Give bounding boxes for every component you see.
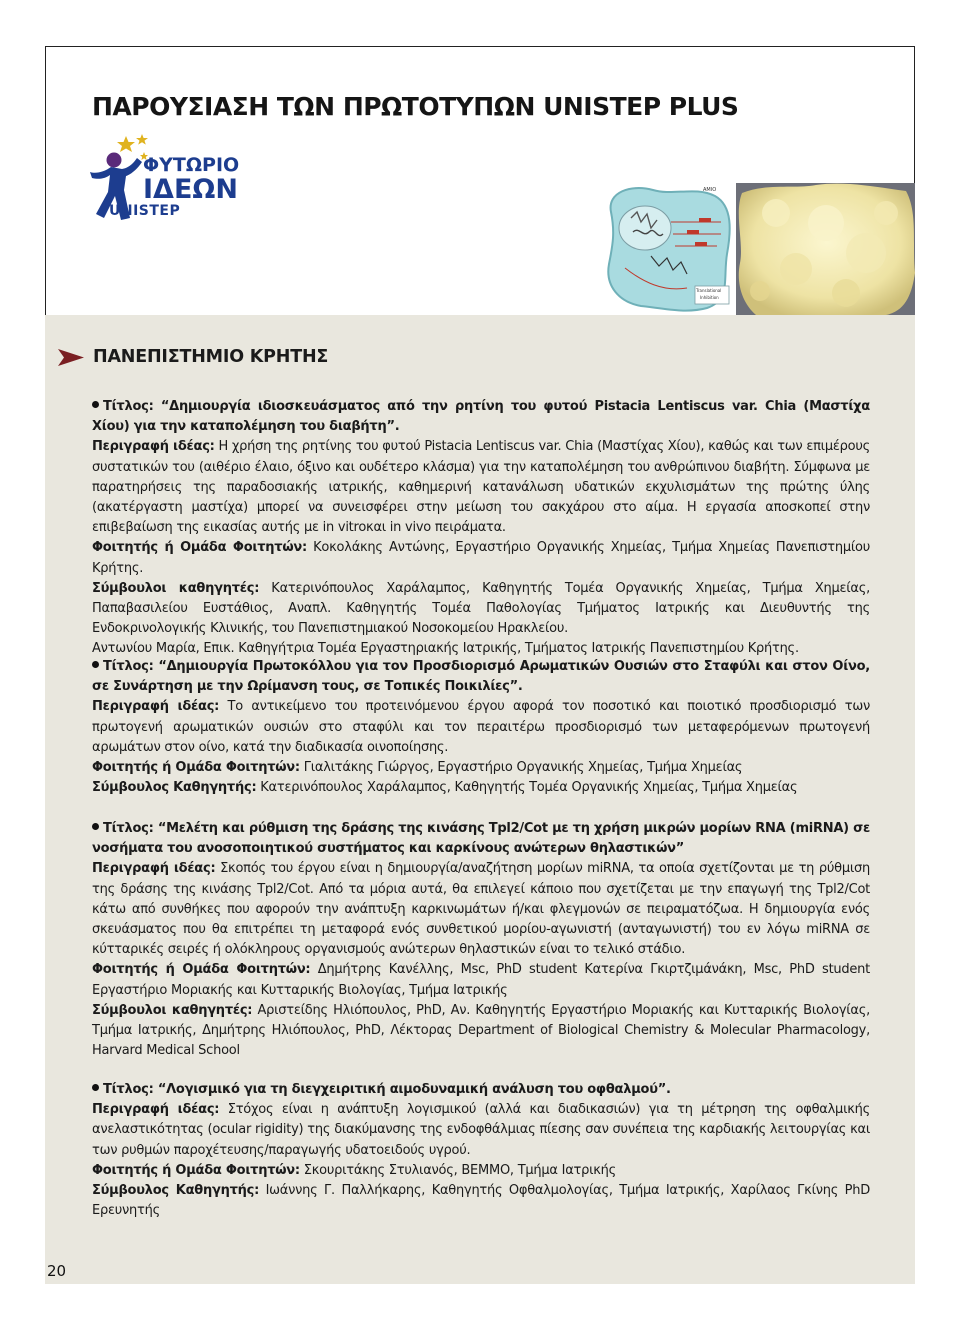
cell-label-amio: AMIO [703, 187, 717, 193]
project-4-title-label: Τίτλος: [103, 1082, 154, 1097]
project-3-title-label: Τίτλος: [103, 821, 154, 836]
project-3-desc-label: Περιγραφή ιδέας: [92, 861, 216, 877]
project-1-extra: Αντωνίου Μαρία, Επικ. Καθηγήτρια Τομέα Εργαστηριακής Ιατρικής, Τμήματος Ιατρικής Πανεπιστημίου Κρήτης. [92, 641, 799, 657]
project-3 [92, 819, 870, 1061]
cell-label-translational: Translational [696, 288, 722, 293]
bullet-icon [92, 661, 99, 668]
university-heading [58, 347, 758, 369]
project-1-advisor: Κατερινόπουλος Χαράλαμπος, Καθηγητής Τομέα Οργανικής Χημείας, Τμήμα Χημείας, Παπαβασιλείου Ευστάθιος, Αναπλ. Καθηγητής Τομέα Παθολογίας Τμήματος Ιατρικής και Διευθυντής της Ενδοκρινολογικής Κλινικής, του Πανεπιστημιακού Νοσοκομείου Ηρακλείου. [92, 580, 871, 637]
page-title: ΠΑΡΟΥΣΙΑΣΗ ΤΩΝ ΠΡΩΤΟΤΥΠΩΝ UNISTEP PLUS [92, 92, 739, 121]
project-3-advisor-label: Σύμβουλοι καθηγητές: [92, 1002, 253, 1018]
bullet-icon [92, 401, 99, 408]
project-1-title: “Δημιουργία ιδιοσκευάσματος από την ρητίνη του φυτού Pistacia Lentiscus var. Chia (Μαστίχα Χίου) για την καταπολέμηση του διαβήτη”. [92, 399, 870, 435]
mastic-resin-photo [736, 183, 915, 315]
project-2-student-label: Φοιτητής ή Ομάδα Φοιτητών: [92, 760, 300, 776]
project-1-title-label: Τίτλος: [103, 399, 154, 414]
project-4-student-label: Φοιτητής ή Ομάδα Φοιτητών: [92, 1162, 300, 1178]
university-name: ΠΑΝΕΠΙΣΤΗΜΙΟ ΚΡΗΤΗΣ [93, 347, 329, 367]
project-1-desc-label: Περιγραφή ιδέας: [92, 439, 215, 455]
cell-label-inhibition: Inhibition [700, 295, 719, 300]
project-4 [92, 1080, 870, 1221]
project-3-desc: Σκοπός του έργου είναι η δημιουργία/αναζήτηση μορίων miRNA, τα οποία σχετίζονται με τη ρύθμιση της δράσης της κινάσης Tpl2/Cot. Από τα μόρια αυτά, θα επιλεγεί κάποιο που σχετίζεται με την επαγωγή της Tpl2/Cot κάτω από συνθήκες που αφορούν την ανάπτυξη καρκινωμάτων ή/και φλεγμονών σε πειραματόζωα. Η δημιουργία ενός σκευάσματος που θα επιτρέπει τη μεταφορά ενός συνθετικού μορίου-αγωνιστή (ανταγωνιστή) του εν λόγω miRNA σε κύτταρικές σειρές ή ολόκληρους οργανισμούς ανώτερων θηλαστικών είναι το τελικό στάδιο. [92, 861, 870, 958]
project-2 [92, 657, 870, 798]
logo-line3: UNISTEP [109, 203, 181, 219]
project-2-title-label: Τίτλος: [103, 659, 154, 674]
project-1-advisor-label: Σύμβουλοι καθηγητές: [92, 580, 260, 596]
project-4-student: Σκουριτάκης Στυλιανός, ΒΕΜΜΟ, Τμήμα Ιατρικής [299, 1162, 617, 1178]
arrow-bullet-icon [58, 349, 84, 366]
project-2-advisor: Κατερινόπουλος Χαράλαμπος, Καθηγητής Τομέα Οργανικής Χημείας, Τμήμα Χημείας [256, 780, 798, 796]
logo-line1: ΦΥΤΩΡΙΟ [143, 154, 240, 176]
project-3-title: “Μελέτη και ρύθμιση της δράσης της κινάσης Tpl2/Cot με τη χρήση μικρών μορίων RNA (miRNA) σε νοσήματα του ανοσοποιητικού συστήματος και καρκίνους ανώτερων θηλαστικών” [92, 821, 870, 857]
bullet-icon [92, 823, 99, 830]
project-3-advisor: Αριστείδης Ηλιόπουλος, PhD, Αν. Καθηγητής Εργαστήριο Μοριακής και Κυτταρικής Βιολογίας, Τμήμα Ιατρικής, Δημήτρης Ηλιόπουλος, PhD, Λέκτορας Department of Biological Chemistry & Molecular Pharmacology, Harvard Medical School [92, 1002, 871, 1059]
project-2-student: Γιαλιτάκης Γιώργος, Εργαστήριο Οργανικής Χημείας, Τμήμα Χημείας [299, 760, 743, 776]
bullet-icon [92, 1084, 99, 1091]
project-1-student-label: Φοιτητής ή Ομάδα Φοιτητών: [92, 540, 307, 556]
project-4-desc-label: Περιγραφή ιδέας: [92, 1102, 220, 1118]
project-4-desc: Στόχος είναι η ανάπτυξη λογισμικού (αλλά και διαδικασιών) για τη μέτρηση της οφθαλμικής ανελαστικότητας (ocular rigidity) της διακύμανσης της ενδοφθάλμιας πίεσης σαν συνέπεια της καρδιακής λειτουργίας και των ρυθμών παροχέτευσης/παραγωγής υδατοειδούς υγρού. [92, 1102, 870, 1158]
project-3-student-label: Φοιτητής ή Ομάδα Φοιτητών: [92, 962, 311, 978]
project-3-student: Δημήτρης Κανέλλης, Msc, PhD student Κατερίνα Γκιρτζιμάνάκη, Msc, PhD student Εργαστήριο Μοριακής και Κυτταρικής Βιολογίας, Τμήμα Ιατρικής [92, 962, 870, 998]
project-1-student: Κοκολάκης Αντώνης, Εργαστήριο Οργανικής Χημείας, Τμήμα Χημείας Πανεπιστημίου Κρήτης. [92, 540, 870, 576]
project-2-advisor-label: Σύμβουλος Καθηγητής: [92, 780, 257, 796]
logo-line2: ΙΔΕΩΝ [143, 174, 238, 205]
fytorio-ideon-logo [88, 132, 258, 224]
project-2-title: “Δημιουργία Πρωτοκόλλου για τον Προσδιορισμό Αρωματικών Ουσιών στο Σταφύλι και στον Οίνο, σε Συνάρτηση με την Ωρίμανση τους, σε Τοπικές Ποικιλίες”. [92, 659, 870, 695]
project-1 [92, 397, 870, 660]
project-4-advisor-label: Σύμβουλος Καθηγητής: [92, 1183, 260, 1199]
page-number: 20 [47, 1262, 67, 1280]
project-1-desc: Η χρήση της ρητίνης του φυτού Pistacia Lentiscus var. Chia (Μαστίχας Χίου), καθώς και των επιμέρους συστατικών του (αιθέριο έλαιο, όξινο και ουδέτερο κλάσμα) για την καταπολέμηση του ανθρώπινου διαβήτη. Σύμφωνα με παρατηρήσεις της παραδοσιακής ιατρικής, καθημερινή κατανάλωση υδατικών εκχυλισμάτων της πρώτης ύλης (ακατέργαστη μαστίχα) μπορεί να συνεισφέρει στην μείωση του σακχάρου στο αίμα. Η εργασία αποσκοπεί στην επιβεβαίωση της εικασίας αυτής με in vitroκαι in vivo πειράματα. [92, 439, 870, 536]
project-2-desc: Το αντικείμενο του προτεινόμενου έργου αφορά τον ποσοτικό και ποιοτικό προσδιορισμό των πρωτογενή αρωματικών ουσιών στο σταφύλι και τον περαιτέρω προσδιορισμό των μεταφερόμενων πρωτογενή αρωμάτων στον οίνο, κατά την διαδικασία οινοποίησης. [92, 699, 870, 755]
cell-diagram [603, 182, 735, 314]
project-4-title: “Λογισμικό για τη διεγχειριτική αιμοδυναμική ανάλυση του οφθαλμού”. [153, 1082, 671, 1097]
project-2-desc-label: Περιγραφή ιδέας: [92, 699, 220, 715]
project-4-advisor: Ιωάννης Γ. Παλλήκαρης, Καθηγητής Οφθαλμολογίας, Τμήμα Ιατρικής, Χαρίλαος Γκίνης PhD Ερευνητής [92, 1183, 870, 1219]
